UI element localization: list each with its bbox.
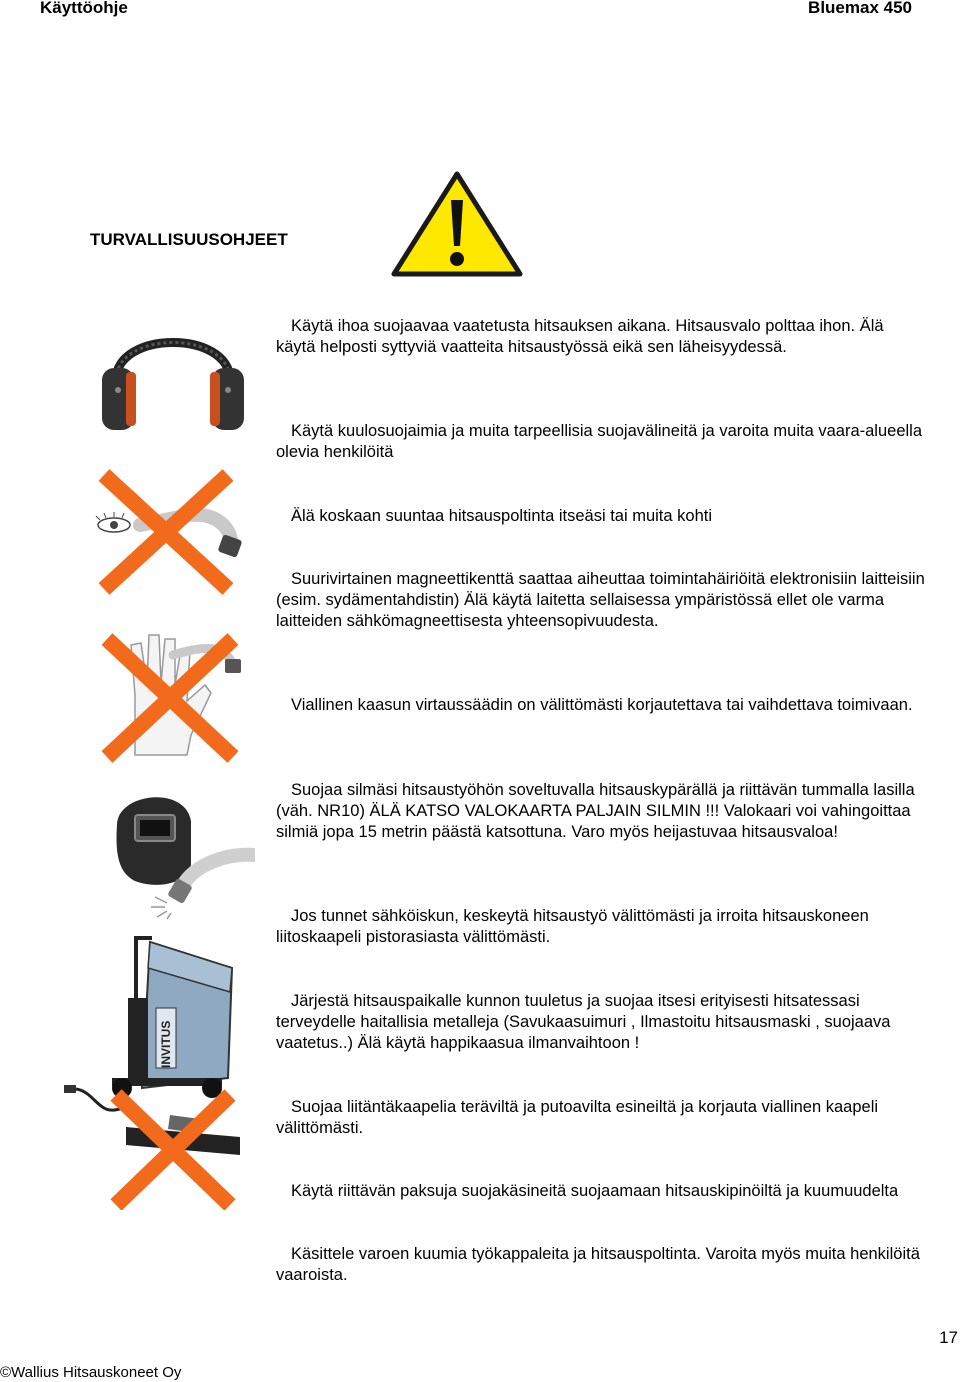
glove-crossed-icon: [95, 625, 245, 765]
safety-paragraph: Viallinen kaasun virtaussäädin on välittömästi korjautettava tai vaihdettava toimivaan.: [291, 696, 913, 714]
safety-paragraph: Käytä riittävän paksuja suojakäsineitä suojaamaan hitsauskipinöiltä ja kuumuudelta: [291, 1182, 899, 1200]
welding-helmet-icon: [105, 785, 255, 920]
header-product: Bluemax 450: [808, 0, 912, 17]
safety-paragraph: Käytä kuulosuojaimia ja muita tarpeellisia suojavälineitä ja varoita muita vaara-alueella olevia henkilöitä: [276, 422, 923, 461]
safety-paragraph: Käytä ihoa suojaavaa vaatetusta hitsauksen aikana. Hitsausvalo polttaa ihon. Älä käytä helposti syttyviä vaatteita hitsaustyössä eikä sen läheisyydessä.: [276, 317, 884, 356]
safety-paragraph: Järjestä hitsauspaikalle kunnon tuuletus ja suojaa itsesi erityisesti hitsatessasi terveydelle haitallisia metalleja (Savukaasuimuri , Ilmastoitu hitsausmaski , suojaava vaatetus..) Älä käytä happikaasua ilmanvaihtoon !: [276, 992, 891, 1052]
section-title: TURVALLISUUSOHJEET: [90, 230, 288, 249]
header-title: Käyttöohje: [40, 0, 128, 17]
safety-paragraph: Suurivirtainen magneettikenttä saattaa aiheuttaa toimintahäiriöitä elektronisiin laitteisiin (esim. sydämentahdistin) Älä käytä laitetta sellaisessa ympäristössä ellet ole varma laitteiden sähkömagneettisesta yhteensopivuudesta.: [276, 570, 925, 630]
warning-triangle-icon: [390, 170, 524, 278]
page-number: 17: [939, 1328, 958, 1347]
damaged-cable-crossed-icon: [50, 1075, 250, 1210]
torch-toward-eye-crossed-icon: [90, 465, 250, 600]
safety-paragraph: Suojaa liitäntäkaapelia teräviltä ja putoavilta esineiltä ja korjauta viallinen kaapeli välittömästi.: [276, 1098, 879, 1137]
safety-paragraph: Suojaa silmäsi hitsaustyöhön soveltuvalla hitsauskypärällä ja riittävän tummalla lasilla (väh. NR10) ÄLÄ KATSO VALOKAARTA PALJAIN SILMIN !!! Valokaari voi vahingoittaa silmiä jopa 15 metrin päästä katsottuna. Varo myös heijastuvaa hitsausvaloa!: [276, 781, 915, 841]
footer-copyright: ©Wallius Hitsauskoneet Oy: [0, 1364, 182, 1381]
safety-paragraph: Käsittele varoen kuumia työkappaleita ja hitsauspoltinta. Varoita myös muita henkilöitä vaaroista.: [276, 1245, 920, 1284]
machine-brand-label: INVITUS: [159, 1020, 173, 1068]
safety-paragraph: Älä koskaan suuntaa hitsauspoltinta itseäsi tai muita kohti: [291, 507, 712, 525]
ear-protectors-icon: [98, 320, 248, 435]
safety-paragraph: Jos tunnet sähköiskun, keskeytä hitsaustyö välittömästi ja irroita hitsauskoneen liitoskaapeli pistorasiasta välittömästi.: [276, 907, 869, 946]
